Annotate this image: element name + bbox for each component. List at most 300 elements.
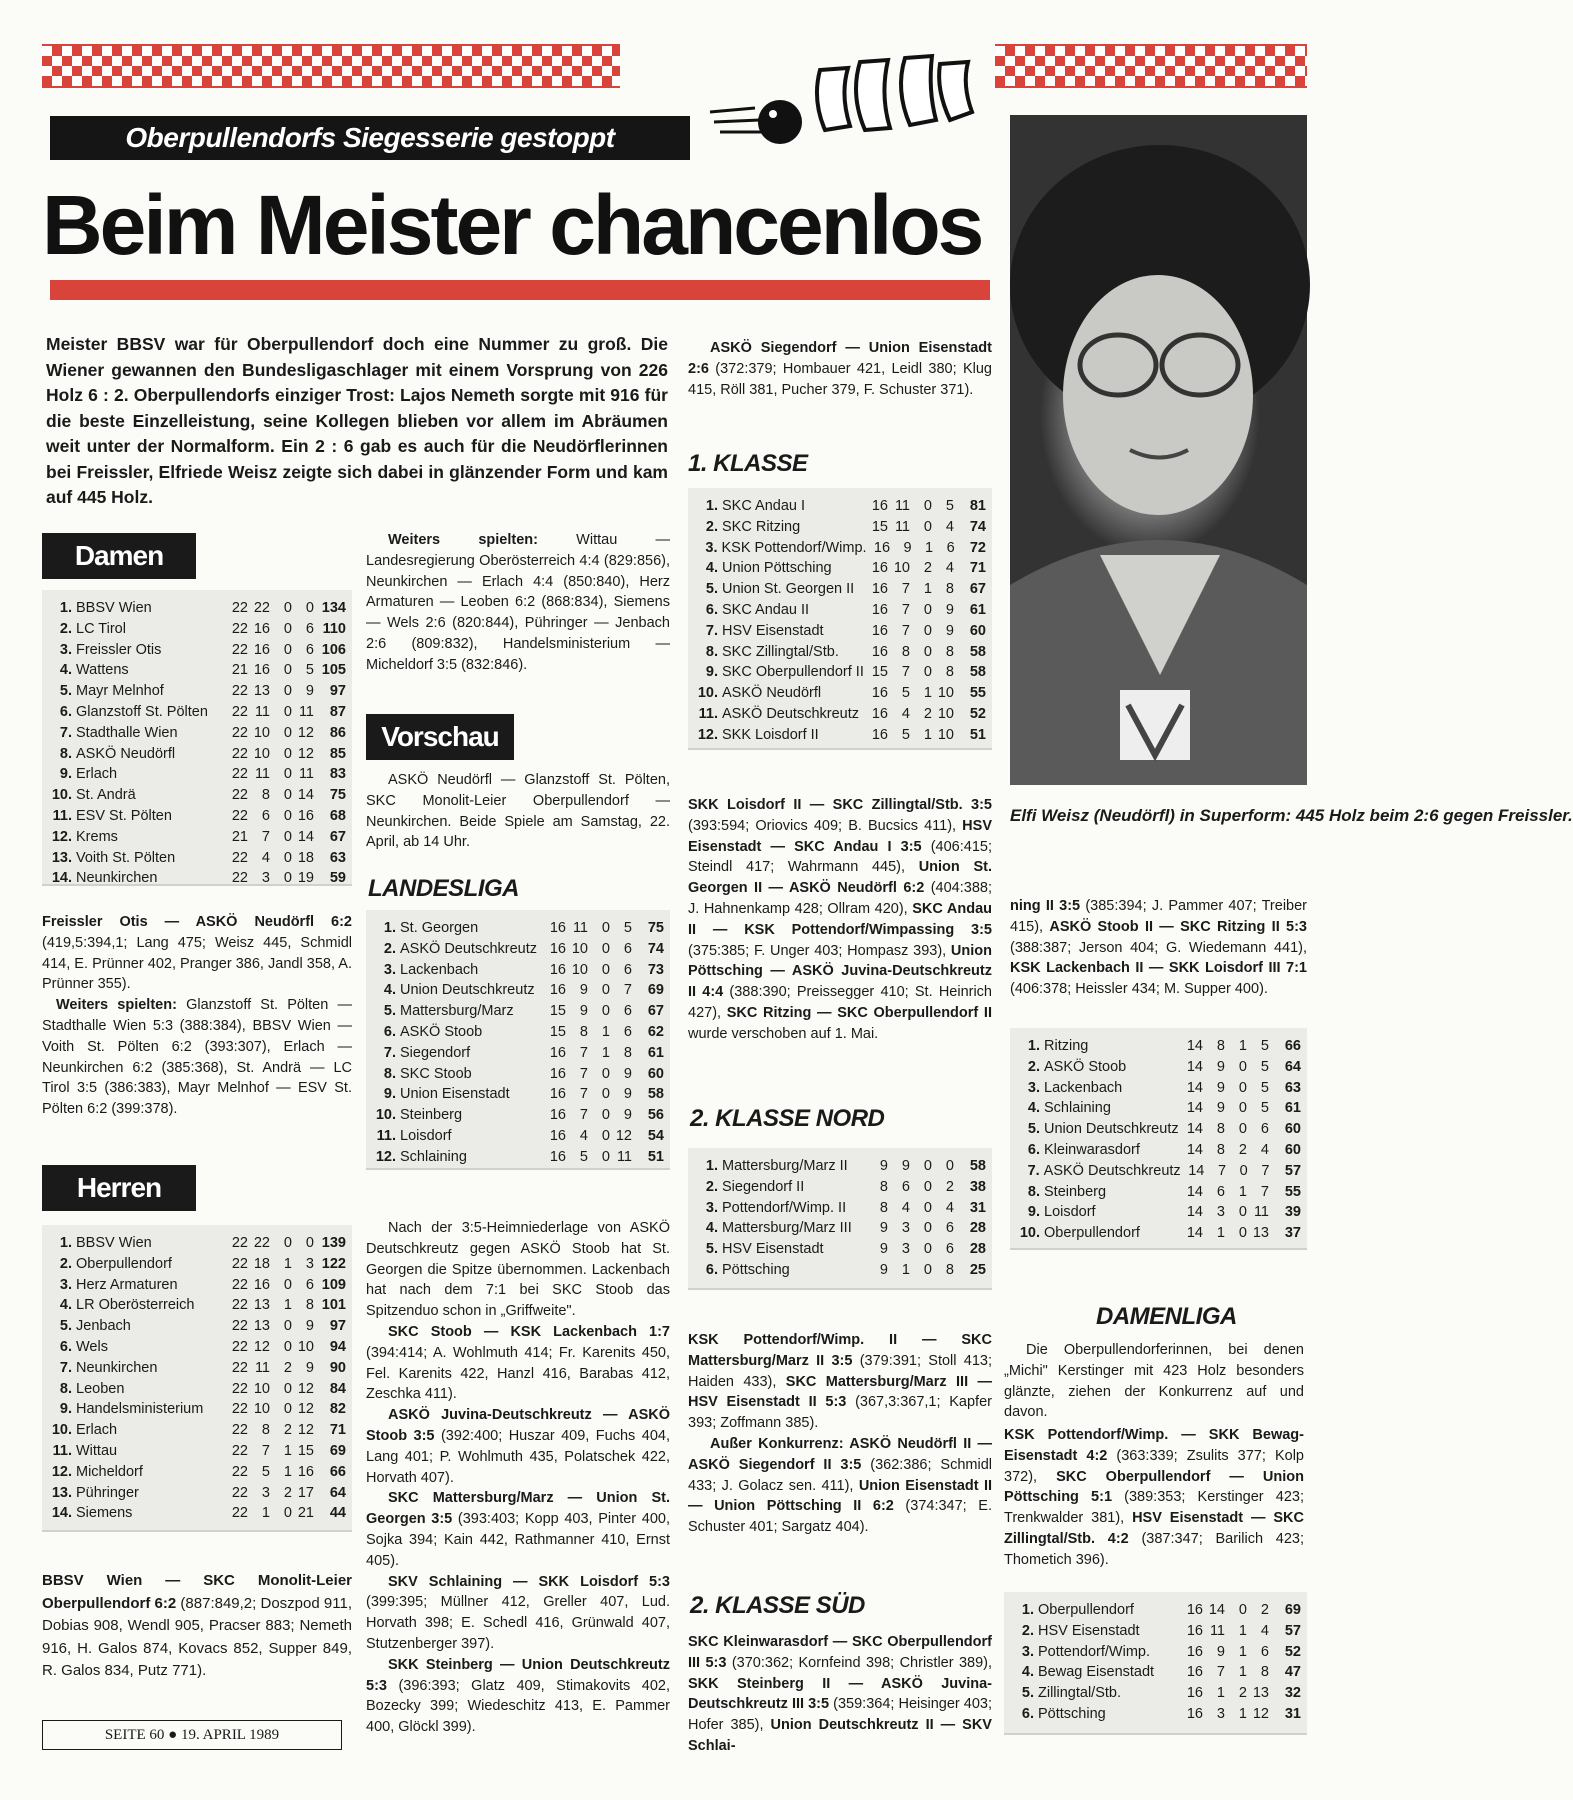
stat-value: 9 xyxy=(879,1241,888,1258)
damen-table xyxy=(42,590,352,886)
table-row xyxy=(1016,1057,1301,1078)
team-name: Schlaining xyxy=(400,1148,467,1165)
stat-value: 22 xyxy=(231,641,248,658)
siegendorf-text: (372:379; Hombauer 421, Leidl 380; Klug 415, Röll 381, Pucher 379, F. Schuster 371). xyxy=(688,360,992,398)
stat-value: 0 xyxy=(601,1065,610,1082)
stat-value: 10 xyxy=(937,705,954,722)
stat-value: 0 xyxy=(1238,1204,1247,1221)
stat-value: 6 xyxy=(945,1241,954,1258)
rank: 12. xyxy=(51,1463,72,1480)
rank: 3. xyxy=(1021,1643,1034,1660)
points: 66 xyxy=(329,1463,346,1480)
table-row xyxy=(48,681,346,702)
stat-value: 0 xyxy=(601,1127,610,1144)
stat-value: 16 xyxy=(871,685,888,702)
stat-value: 0 xyxy=(601,1148,610,1165)
stat-value: 15 xyxy=(549,1003,566,1020)
points: 28 xyxy=(969,1220,986,1237)
rank: 8. xyxy=(705,643,718,660)
stat-value: 16 xyxy=(871,601,888,618)
stat-value: 6 xyxy=(1260,1643,1269,1660)
points: 31 xyxy=(969,1199,986,1216)
table-row xyxy=(48,848,346,869)
points: 105 xyxy=(321,662,346,679)
team-name: ASKÖ Deutschkreutz xyxy=(400,940,537,957)
stat-value: 0 xyxy=(923,1199,932,1216)
stat-value: 0 xyxy=(1238,1079,1247,1096)
stat-value: 22 xyxy=(231,703,248,720)
points: 71 xyxy=(969,560,986,577)
table-row xyxy=(48,1233,346,1254)
rank: 1. xyxy=(1027,1038,1040,1054)
report-eisenstadt-poettsching-text: (374:347; E. Schuster 401; Sargatz 404). xyxy=(688,1498,992,1536)
points: 69 xyxy=(329,1442,346,1459)
weiters-spielten xyxy=(366,530,670,676)
stat-value: 0 xyxy=(283,620,292,637)
stat-value: 14 xyxy=(1208,1602,1225,1618)
stat-value: 2 xyxy=(1238,1141,1247,1158)
stat-value: 3 xyxy=(261,1484,270,1501)
team-name: Erlach xyxy=(76,1422,118,1439)
stat-value: 4 xyxy=(901,705,910,722)
table-row xyxy=(48,1275,346,1296)
stat-value: 1 xyxy=(283,1255,292,1272)
siegendorf-headline: ASKÖ Siegendorf — Union Eisenstadt 2:6 xyxy=(688,340,992,377)
stat-value: 0 xyxy=(283,1235,292,1251)
weiters-label: Weiters spielten: xyxy=(388,532,538,548)
stat-value: 16 xyxy=(871,581,888,598)
points: 52 xyxy=(969,705,986,722)
stat-value: 10 xyxy=(253,724,270,741)
points: 87 xyxy=(329,703,346,720)
stat-value: 22 xyxy=(253,1235,270,1251)
stat-value: 15 xyxy=(297,1442,314,1459)
rank: 3. xyxy=(705,539,718,556)
stat-value: 0 xyxy=(923,1241,932,1258)
stat-value: 22 xyxy=(231,1505,248,1522)
team-name: Voith St. Pölten xyxy=(76,849,176,866)
table-row xyxy=(694,600,986,621)
team-name: Wittau xyxy=(76,1442,118,1459)
points: 51 xyxy=(969,726,986,743)
team-name: Stadthalle Wien xyxy=(76,724,178,741)
stat-value: 16 xyxy=(871,498,888,514)
report-mattersburg-georgen-text: (393:403; Kopp 403, Pinter 400, Sojka 394; Kain 442, Rathmanner 410, Ernst 405). xyxy=(366,1511,670,1569)
rank: 10. xyxy=(375,1107,396,1124)
team-name: LC Tirol xyxy=(76,620,126,637)
stat-value: 12 xyxy=(1252,1705,1269,1722)
stat-value: 7 xyxy=(901,581,910,598)
team-name: HSV Eisenstadt xyxy=(722,622,824,639)
team-name: Union Deutschkreutz xyxy=(400,982,535,999)
stat-value: 8 xyxy=(261,1422,270,1439)
table-row xyxy=(694,642,986,663)
stat-value: 0 xyxy=(1238,1058,1247,1075)
stat-value: 4 xyxy=(1260,1141,1269,1158)
rank: 7. xyxy=(705,622,718,639)
stat-value: 21 xyxy=(297,1505,314,1522)
stat-value: 16 xyxy=(1186,1705,1203,1722)
table-row xyxy=(1016,1182,1301,1203)
team-name: Handelsministerium xyxy=(76,1401,204,1418)
report-juvina-stoob-text: (392:400; Huszar 409, Fuchs 404, Lang 401; P. Wohlmuth 435, Polatschek 422, Horvath 407). xyxy=(366,1427,670,1486)
points: 110 xyxy=(322,620,346,637)
points: 83 xyxy=(329,766,346,783)
rank: 4. xyxy=(1021,1664,1034,1681)
rank: 2. xyxy=(705,518,718,535)
stat-value: 16 xyxy=(1186,1685,1203,1702)
table-row xyxy=(48,806,346,827)
team-name: SKC Zillingtal/Stb. xyxy=(722,643,839,660)
landesliga-report xyxy=(366,1218,670,1738)
stat-value: 16 xyxy=(297,1463,314,1480)
table-row xyxy=(694,558,986,579)
stat-value: 2 xyxy=(1238,1685,1247,1702)
stat-value: 0 xyxy=(283,1401,292,1418)
stat-value: 11 xyxy=(254,1359,270,1376)
rank: 9. xyxy=(383,1086,396,1103)
stat-value: 5 xyxy=(261,1463,270,1480)
stat-value: 9 xyxy=(623,1065,632,1082)
team-name: Loisdorf xyxy=(1044,1204,1096,1221)
points: 25 xyxy=(969,1261,986,1278)
stat-value: 14 xyxy=(297,828,314,845)
stat-value: 6 xyxy=(305,620,314,637)
points: 68 xyxy=(329,807,346,824)
stat-value: 5 xyxy=(945,498,954,514)
stat-value: 16 xyxy=(549,1107,566,1124)
stat-value: 1 xyxy=(601,1023,610,1040)
points: 85 xyxy=(329,745,346,762)
stat-value: 0 xyxy=(1238,1602,1247,1618)
table-row xyxy=(48,1379,346,1400)
stat-value: 3 xyxy=(901,1220,910,1237)
rank: 9. xyxy=(705,664,718,681)
points: 94 xyxy=(329,1338,346,1355)
damenliga-intro: Die Oberpullendorferinnen, bei denen „Michi" Kerstinger mit 423 Holz besonders glänzte, ziehen der Konkurrenz auf und davon. xyxy=(1004,1342,1304,1421)
team-name: Union Pöttsching xyxy=(722,560,832,577)
rank: 13. xyxy=(51,1484,72,1501)
team-name: Neunkirchen xyxy=(76,870,158,887)
table-row xyxy=(1016,1140,1301,1161)
rank: 3. xyxy=(59,641,72,658)
stat-value: 6 xyxy=(623,1023,632,1040)
points: 67 xyxy=(647,1003,664,1020)
stat-value: 16 xyxy=(297,807,314,824)
landesliga-heading: LANDESLIGA xyxy=(368,875,519,902)
stat-value: 0 xyxy=(601,982,610,999)
stat-value: 4 xyxy=(1260,1622,1269,1639)
stat-value: 22 xyxy=(231,683,248,700)
stat-value: 14 xyxy=(1186,1141,1203,1158)
team-name: Glanzstoff St. Pölten xyxy=(76,703,208,720)
team-name: ASKÖ Stoob xyxy=(1044,1058,1127,1075)
points: 39 xyxy=(1284,1204,1301,1221)
stat-value: 0 xyxy=(601,1107,610,1124)
rank: 8. xyxy=(383,1065,396,1082)
table-row xyxy=(694,704,986,725)
klasse2-nord-table xyxy=(688,1148,992,1290)
stat-value: 0 xyxy=(601,1086,610,1103)
stat-value: 7 xyxy=(261,828,270,845)
stat-value: 7 xyxy=(901,622,910,639)
stat-value: 0 xyxy=(283,745,292,762)
stat-value: 9 xyxy=(945,622,954,639)
stat-value: 1 xyxy=(1216,1685,1225,1702)
table-row xyxy=(48,1462,346,1483)
stat-value: 16 xyxy=(873,539,891,556)
stat-value: 0 xyxy=(283,1338,292,1355)
rank: 9. xyxy=(1027,1204,1040,1221)
points: 61 xyxy=(647,1044,664,1061)
points: 51 xyxy=(647,1148,664,1165)
stat-value: 11 xyxy=(1209,1622,1225,1639)
checker-band-left xyxy=(42,44,620,88)
stat-value: 6 xyxy=(623,961,632,978)
table-row xyxy=(372,1126,664,1147)
team-name: Mattersburg/Marz II xyxy=(722,1158,848,1174)
points: 37 xyxy=(1284,1225,1301,1242)
team-name: Mattersburg/Marz xyxy=(400,1003,514,1020)
stat-value: 8 xyxy=(1260,1664,1269,1681)
rank: 5. xyxy=(1021,1685,1034,1702)
stat-value: 10 xyxy=(297,1338,314,1355)
rank: 3. xyxy=(1027,1079,1040,1096)
stat-value: 0 xyxy=(1239,1162,1248,1179)
headline-underline xyxy=(50,280,990,300)
stat-value: 16 xyxy=(1186,1622,1203,1639)
table-row xyxy=(372,918,664,939)
points: 28 xyxy=(969,1241,986,1258)
points: 64 xyxy=(329,1484,346,1501)
stat-value: 1 xyxy=(261,1505,270,1522)
stat-value: 14 xyxy=(1188,1162,1205,1179)
points: 57 xyxy=(1284,1622,1301,1639)
klasse2-sued-heading: 2. KLASSE SÜD xyxy=(690,1592,865,1619)
photo-caption: Elfi Weisz (Neudörfl) in Superform: 445 Holz beim 2:6 gegen Freissler. xyxy=(1010,806,1573,825)
rank: 9. xyxy=(59,1401,72,1418)
stat-value: 7 xyxy=(579,1044,588,1061)
stat-value: 22 xyxy=(231,1235,248,1251)
table-row xyxy=(48,660,346,681)
stat-value: 7 xyxy=(1260,1183,1269,1200)
team-name: SKC Andau II xyxy=(722,601,810,618)
stat-value: 3 xyxy=(1216,1204,1225,1221)
table-row xyxy=(694,1218,986,1239)
points: 67 xyxy=(969,581,986,598)
rank: 5. xyxy=(383,1003,396,1020)
stat-value: 0 xyxy=(1238,1121,1247,1138)
stat-value: 12 xyxy=(297,1380,314,1397)
rank: 14. xyxy=(51,1505,72,1522)
rank: 4. xyxy=(705,560,718,577)
rank: 2. xyxy=(59,1255,72,1272)
rank: 6. xyxy=(59,703,72,720)
stat-value: 8 xyxy=(623,1044,632,1061)
stat-value: 0 xyxy=(283,600,292,616)
stat-value: 13 xyxy=(253,1297,270,1314)
table-row xyxy=(48,1337,346,1358)
stat-value: 11 xyxy=(254,766,270,783)
table-row xyxy=(48,764,346,785)
team-name: Pottendorf/Wimp. xyxy=(1038,1643,1151,1660)
report-pottendorf-mattersburg: KSK Pottendorf/Wimp. II — SKC Mattersburg/Marz II 3:5 xyxy=(688,1332,992,1369)
stat-value: 9 xyxy=(305,1359,314,1376)
team-name: ASKÖ Stoob xyxy=(400,1023,483,1040)
team-name: Jenbach xyxy=(76,1318,131,1335)
table-row xyxy=(372,1084,664,1105)
stat-value: 0 xyxy=(601,940,610,957)
stat-value: 1 xyxy=(923,581,932,598)
stat-value: 8 xyxy=(1216,1121,1225,1138)
report-schlaining-loisdorf-text: (399:395; Müllner 412, Greller 407, Lud. Horvath 398; E. Schedl 416, Grünwald 407, Stutzenberger 397). xyxy=(366,1594,670,1652)
report-schlaining-loisdorf: SKV Schlaining — SKK Loisdorf 5:3 xyxy=(388,1573,670,1590)
rank: 4. xyxy=(705,1220,718,1237)
stat-value: 1 xyxy=(925,539,934,556)
stat-value: 6 xyxy=(901,1178,910,1195)
stat-value: 16 xyxy=(549,1086,566,1103)
stat-value: 9 xyxy=(945,601,954,618)
stat-value: 0 xyxy=(923,643,932,660)
stat-value: 16 xyxy=(549,961,566,978)
stat-value: 4 xyxy=(261,849,270,866)
stat-value: 1 xyxy=(283,1442,292,1459)
points: 63 xyxy=(1284,1079,1301,1096)
stat-value: 18 xyxy=(253,1255,270,1272)
rank: 10. xyxy=(51,1422,72,1439)
table-row xyxy=(372,1001,664,1022)
stat-value: 11 xyxy=(1253,1204,1269,1221)
klasse2-sued-report: SKC Kleinwarasdorf — SKC Oberpullendorf III 5:3 (370:362; Kornfeind 398; Christler 389), SKK Steinberg II — ASKÖ Juvina-Deutschkreutz III 3:5 (359:364; Heisinger 403; Hofer 385), Union Deutschkreutz II — SKV Schlai- xyxy=(688,1634,992,1754)
points: 97 xyxy=(329,683,346,700)
team-name: Wattens xyxy=(76,662,129,679)
stat-value: 0 xyxy=(283,787,292,804)
stat-value: 0 xyxy=(283,1380,292,1397)
stat-value: 4 xyxy=(579,1127,588,1144)
points: 67 xyxy=(329,828,346,845)
col4-report: ning II 3:5 (385:394; J. Pammer 407; Treiber 415), ASKÖ Stoob II — SKC Ritzing II 5:3 (388:387; Jerson 404; G. Wiedemann 441), KSK Lackenbach II — SKK Loisdorf III 7:1 (406:378; Heissler 434; M. Supper 400). xyxy=(1010,898,1308,998)
stat-value: 2 xyxy=(283,1422,292,1439)
stat-value: 1 xyxy=(283,1297,292,1314)
table-row xyxy=(694,517,986,538)
herren-report-headline: BBSV Wien — SKC Monolit-Leier Oberpullendorf 6:2 xyxy=(42,1572,352,1612)
table-row xyxy=(1010,1642,1301,1663)
table-row xyxy=(372,939,664,960)
stat-value: 11 xyxy=(616,1148,632,1165)
team-name: Union Deutschkreutz xyxy=(1044,1121,1179,1138)
stat-value: 0 xyxy=(923,1178,932,1195)
stat-value: 8 xyxy=(945,664,954,681)
stat-value: 7 xyxy=(1216,1664,1225,1681)
stat-value: 1 xyxy=(1238,1622,1247,1639)
rank: 12. xyxy=(697,726,718,743)
stat-value: 8 xyxy=(901,643,910,660)
stat-value: 6 xyxy=(945,1220,954,1237)
stat-value: 1 xyxy=(1238,1183,1247,1200)
table-row xyxy=(48,868,346,889)
team-name: Kleinwarasdorf xyxy=(1044,1141,1140,1158)
stat-value: 9 xyxy=(1216,1100,1225,1117)
stat-value: 14 xyxy=(1186,1038,1203,1054)
team-name: ASKÖ Neudörfl xyxy=(722,685,822,702)
stat-value: 8 xyxy=(945,581,954,598)
rank: 3. xyxy=(59,1276,72,1293)
stat-value: 11 xyxy=(254,703,270,720)
stat-value: 15 xyxy=(871,664,888,681)
table-row xyxy=(48,1254,346,1275)
stat-value: 9 xyxy=(879,1158,888,1174)
stat-value: 9 xyxy=(879,1261,888,1278)
points: 52 xyxy=(1284,1643,1301,1660)
stat-value: 16 xyxy=(253,1276,270,1293)
team-name: SKC Ritzing xyxy=(722,518,801,535)
table-row xyxy=(1016,1161,1301,1182)
stat-value: 14 xyxy=(1186,1183,1203,1200)
damen-report-text: (419,5:394,1; Lang 475; Weisz 445, Schmidl 414, E. Prünner 402, Pranger 386, Jandl 358, A. Prünner 355). xyxy=(42,934,352,993)
klasse1-report: SKK Loisdorf II — SKC Zillingtal/Stb. 3:5 (393:594; Oriovics 409; B. Bucsics 411), HSV Eisenstadt — SKC Andau I 3:5 (406:415; Steindl 417; Wahrmann 445), Union St. Georgen II — ASKÖ Neudörfl 6:2 (404:388; J. Hahnenkamp 428; Ollram 420), SKC Andau II — KSK Pottendorf/Wimpassing 3:5 (375:385; F. Unger 403; Hompasz 393), Union Pöttsching — ASKÖ Juvina-Deutschkreutz II 4:4 (388:390; Preissegger 410; St. Heinrich 427), SKC Ritzing — SKC Oberpullendorf II wurde verschoben auf 1. Mai. xyxy=(688,797,993,1042)
stat-value: 2 xyxy=(923,705,932,722)
stat-value: 16 xyxy=(1186,1643,1203,1660)
points: 57 xyxy=(1284,1162,1302,1179)
table-row xyxy=(1016,1119,1301,1140)
table-row xyxy=(48,1503,346,1524)
stat-value: 22 xyxy=(231,807,248,824)
lead-paragraph: Meister BBSV war für Oberpullendorf doch eine Nummer zu groß. Die Wiener gewannen den Bundesligaschlager mit einem Vorsprung von 226 Holz 6 : 2. Oberpullendorfs einziger Trost: Lajos Nemeth sorgte mit 916 für die beste Einzelleistung, seine Kollegen blieben vor allem im Abräumen weit unter der Normalform. Ein 2 : 6 gab es auch für die Neudörflerinnen bei Freissler, Elfriede Weisz zeigte sich dabei in glänzender Form und kam auf 445 Holz. xyxy=(46,334,668,507)
stat-value: 0 xyxy=(601,1003,610,1020)
section-vorschau: Vorschau xyxy=(366,714,514,760)
stat-value: 22 xyxy=(231,620,248,637)
stat-value: 0 xyxy=(283,703,292,720)
rank: 13. xyxy=(51,849,72,866)
rank: 3. xyxy=(705,1199,718,1216)
stat-value: 11 xyxy=(298,703,314,720)
stat-value: 9 xyxy=(1216,1058,1225,1075)
stat-value: 10 xyxy=(571,940,588,957)
points: 69 xyxy=(647,982,664,999)
points: 32 xyxy=(1284,1685,1301,1702)
rank: 10. xyxy=(1019,1225,1040,1242)
points: 58 xyxy=(969,1158,986,1174)
stat-value: 1 xyxy=(901,1261,910,1278)
stat-value: 4 xyxy=(945,560,954,577)
points: 60 xyxy=(1284,1121,1301,1138)
stat-value: 3 xyxy=(305,1255,314,1272)
points: 55 xyxy=(1284,1183,1301,1200)
stat-value: 9 xyxy=(579,1003,588,1020)
rank: 3. xyxy=(383,961,396,978)
team-name: HSV Eisenstadt xyxy=(1038,1622,1140,1639)
stat-value: 16 xyxy=(1186,1664,1203,1681)
stat-value: 3 xyxy=(1216,1705,1225,1722)
stat-value: 10 xyxy=(893,560,910,577)
stat-value: 1 xyxy=(1216,1225,1225,1242)
report-ausser-konkurrenz: Außer Konkurrenz: ASKÖ Neudörfl II — ASKÖ Siegendorf II 3:5 xyxy=(688,1435,992,1473)
stat-value: 7 xyxy=(579,1107,588,1124)
rank: 6. xyxy=(705,601,718,618)
stat-value: 15 xyxy=(871,518,888,535)
table-row xyxy=(694,683,986,704)
rank: 6. xyxy=(1027,1141,1040,1158)
rank: 12. xyxy=(51,828,72,845)
stat-value: 1 xyxy=(1238,1038,1247,1054)
rank: 5. xyxy=(705,581,718,598)
points: 44 xyxy=(329,1505,346,1522)
stat-value: 22 xyxy=(231,745,248,762)
stat-value: 16 xyxy=(871,705,888,722)
stat-value: 16 xyxy=(871,622,888,639)
table-row xyxy=(372,1064,664,1085)
stat-value: 5 xyxy=(305,662,314,679)
